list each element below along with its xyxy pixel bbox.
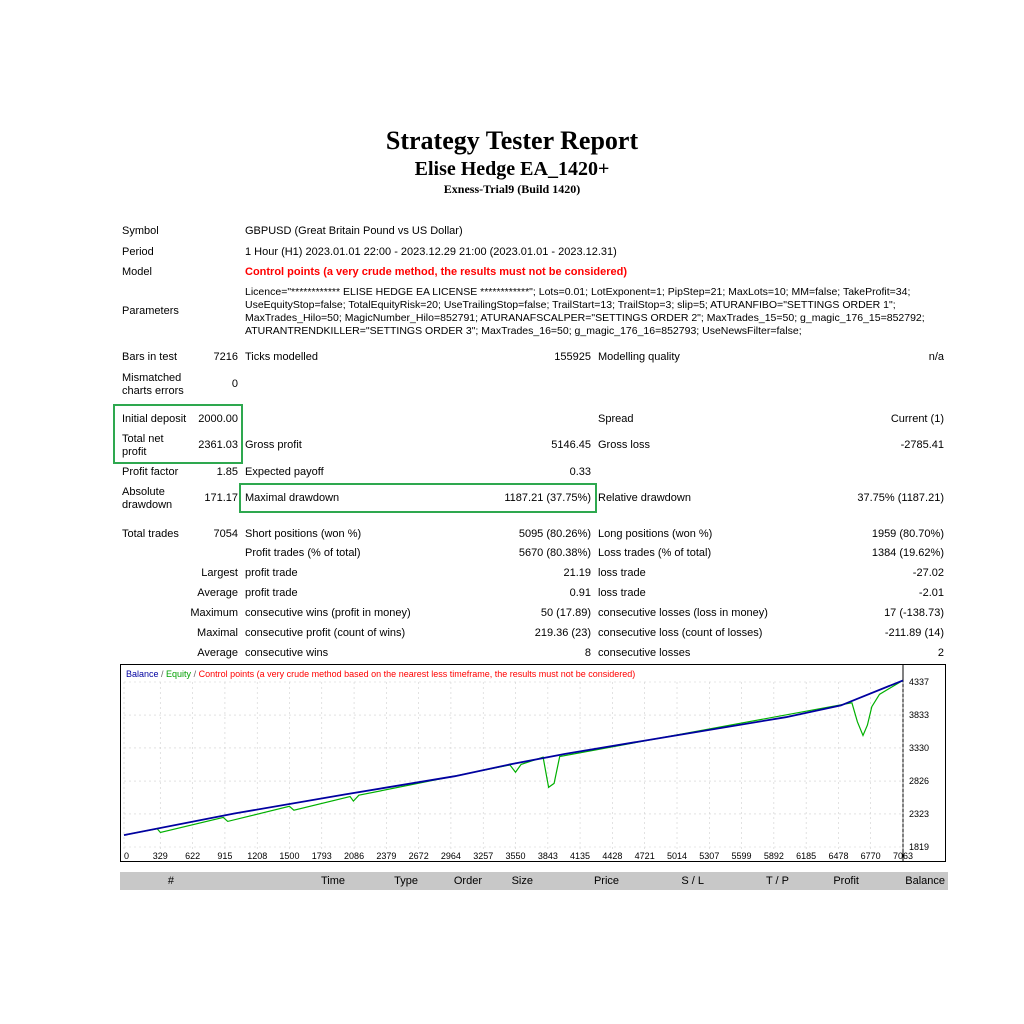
long-label: Long positions (won %) [598, 528, 713, 540]
parameters-label: Parameters [122, 305, 179, 317]
x-tick-label: 2964 [440, 851, 461, 861]
col-price: Price [593, 875, 619, 887]
legend-sep-2: / [191, 669, 199, 679]
largest-pt-label: profit trade [245, 567, 298, 579]
ltrades-value: 1384 (19.62%) [871, 547, 944, 559]
period-value: 1 Hour (H1) 2023.01.01 22:00 - 2023.12.29 21:00 (2023.01.01 - 2023.12.31) [245, 246, 617, 258]
quality-value: n/a [928, 351, 944, 363]
absdd-value: 171.17 [204, 492, 238, 504]
highlight-box-drawdown [239, 483, 597, 513]
col-sl: S / L [681, 875, 704, 887]
highlight-box-deposit [113, 404, 243, 464]
largest-pt-value: 21.19 [563, 567, 591, 579]
y-tick-label: 1819 [909, 842, 930, 852]
maxdd-value: 1187.21 (37.75%) [504, 492, 591, 504]
x-tick-label: 6770 [860, 851, 881, 861]
x-tick-label: 1208 [247, 851, 268, 861]
x-tick-label: 7063 [892, 851, 914, 861]
ticks-value: 155925 [554, 351, 591, 363]
avg-cw-value: 8 [584, 647, 591, 659]
deals-table-header [120, 872, 948, 890]
legend-balance: Balance [126, 669, 159, 679]
balance-chart [120, 664, 946, 862]
short-value: 5095 (80.26%) [518, 528, 591, 540]
x-tick-label: 6478 [828, 851, 849, 861]
grossloss-value: -2785.41 [900, 439, 944, 451]
x-tick-label: 622 [185, 851, 201, 861]
ptrades-label: Profit trades (% of total) [245, 547, 361, 559]
long-value: 1959 (80.70%) [871, 528, 944, 540]
col-time: Time [320, 875, 345, 887]
short-label: Short positions (won %) [245, 528, 362, 540]
avg-cl-value: 2 [937, 647, 944, 659]
y-tick-label: 2323 [909, 808, 930, 819]
x-tick-label: 4428 [602, 851, 623, 861]
x-tick-label: 4721 [634, 851, 655, 861]
mxl-cl-label: consecutive loss (count of losses) [598, 627, 763, 639]
x-tick-label: 2672 [408, 851, 429, 861]
avg-cw-label: consecutive wins [245, 647, 329, 659]
average-lt-value: -2.01 [918, 587, 944, 599]
max-cw-label: consecutive wins (profit in money) [245, 607, 411, 619]
mxl-cl-value: -211.89 (14) [884, 627, 944, 639]
average-pt-label: profit trade [245, 587, 298, 599]
legend-control-points: Control points (a very crude method based on the nearest less timeframe, the results must not be considered) [198, 669, 636, 679]
x-tick-label: 2086 [344, 851, 365, 861]
deposit-value: 2000.00 [198, 413, 238, 425]
x-tick-label: 3257 [473, 851, 494, 861]
symbol-value: GBPUSD (Great Britain Pound vs US Dollar) [245, 225, 463, 237]
x-tick-label: 329 [152, 851, 168, 861]
payoff-value: 0.33 [569, 466, 591, 478]
model-value: Control points (a very crude method, the results must not be considered) [245, 266, 627, 278]
quality-label: Modelling quality [598, 351, 680, 363]
grossloss-label: Gross loss [598, 439, 650, 451]
absdd-label: Absolute drawdown [122, 486, 173, 511]
mismatch-label: Mismatched charts errors [122, 372, 184, 397]
reldd-label: Relative drawdown [598, 492, 691, 504]
max-cl-label: consecutive losses (loss in money) [598, 607, 768, 619]
y-tick-label: 2826 [909, 776, 930, 787]
max-cw-value: 50 (17.89) [540, 607, 591, 619]
y-tick-label: 3330 [909, 742, 930, 753]
y-tick-label: 3833 [909, 710, 930, 721]
x-tick-label: 5599 [731, 851, 752, 861]
model-label: Model [122, 266, 152, 278]
mxl-cp-label: consecutive profit (count of wins) [245, 627, 406, 639]
y-tick-label: 4337 [909, 677, 930, 687]
bars-label: Bars in test [122, 351, 178, 363]
col-order: Order [453, 875, 482, 887]
average-label: Average [197, 587, 238, 599]
max-cl-value: 17 (-138.73) [884, 607, 944, 619]
average-pt-value: 0.91 [569, 587, 591, 599]
spread-value: Current (1) [890, 413, 944, 425]
maximal-label: Maximal [197, 627, 238, 639]
x-tick-label: 6185 [796, 851, 817, 861]
bars-value: 7216 [213, 351, 238, 363]
maximum-label: Maximum [190, 607, 238, 619]
col-tp: T / P [765, 875, 789, 887]
ticks-label: Ticks modelled [245, 351, 318, 363]
x-tick-label: 4135 [570, 851, 591, 861]
ea-name: Elise Hedge EA_1420+ [414, 158, 610, 180]
chart-legend [126, 669, 635, 679]
account-info: Exness-Trial9 (Build 1420) [443, 182, 581, 196]
x-tick-label: 3843 [537, 851, 558, 861]
payoff-label: Expected payoff [245, 466, 324, 478]
largest-lt-value: -27.02 [912, 567, 944, 579]
period-label: Period [122, 246, 154, 258]
trades-value: 7054 [213, 528, 238, 540]
col-type: Type [394, 875, 418, 887]
ptrades-value: 5670 (80.38%) [518, 547, 591, 559]
x-tick-label: 2379 [376, 851, 397, 861]
deposit-label: Initial deposit [122, 413, 187, 425]
x-tick-label: 915 [217, 851, 233, 861]
spread-label: Spread [598, 413, 634, 425]
x-tick-label: 1500 [279, 851, 300, 861]
x-tick-label: 5892 [763, 851, 784, 861]
reldd-value: 37.75% (1187.21) [857, 492, 944, 504]
col-profit: Profit [833, 875, 859, 887]
x-tick-label: 5014 [666, 851, 688, 861]
grossprofit-value: 5146.45 [551, 439, 591, 451]
col-number: # [167, 875, 174, 887]
largest-lt-label: loss trade [598, 567, 646, 579]
mismatch-value: 0 [231, 378, 238, 390]
average-lt-label: loss trade [598, 587, 646, 599]
x-tick-label: 5307 [699, 851, 720, 861]
ltrades-label: Loss trades (% of total) [598, 547, 712, 559]
largest-label: Largest [201, 567, 238, 579]
symbol-label: Symbol [122, 225, 159, 237]
parameters-value: Licence="************ ELISE HEDGE EA LICENSE ************"; Lots=0.01; LotExponent=1; PipStep=21; MaxLots=10; MM=false; TakeProfit=34; UseEquityStop=false; TotalEquityRisk=20; UseTrailingStop=false; TrailStart=13; TrailStop=3; slip=5; ATURANFIBO="SETTINGS ORDER 1"; MaxTrades_Hilo=50; MagicNumber_Hilo=852791; ATURANAFSCALPER="SETTINGS ORDER 2"; MaxTrades_15=50; g_magic_176_15=852792; ATURANTRENDKILLER="SETTINGS ORDER 3"; MaxTrades_16=50; g_magic_176_16=852793; UseNewsFilter=false; [245, 286, 925, 337]
report-title: Strategy Tester Report [385, 126, 639, 155]
x-tick-label: 3550 [505, 851, 526, 861]
chart-frame [121, 665, 946, 862]
trades-label: Total trades [122, 528, 179, 540]
grossprofit-label: Gross profit [245, 439, 302, 451]
netprofit-label: Total net profit [122, 433, 164, 458]
pf-value: 1.85 [216, 466, 238, 478]
col-balance: Balance [905, 875, 945, 887]
x-tick-label: 1793 [311, 851, 332, 861]
avg-cl-label: consecutive losses [598, 647, 691, 659]
x-tick-label: 0 [124, 851, 130, 861]
col-size: Size [511, 875, 533, 887]
mxl-cp-value: 219.36 (23) [534, 627, 591, 639]
avg2-label: Average [197, 647, 238, 659]
maxdd-label: Maximal drawdown [245, 492, 340, 504]
pf-label: Profit factor [122, 466, 179, 478]
netprofit-value: 2361.03 [198, 439, 238, 451]
legend-equity: Equity [166, 669, 192, 679]
legend-sep-1: / [158, 669, 167, 679]
